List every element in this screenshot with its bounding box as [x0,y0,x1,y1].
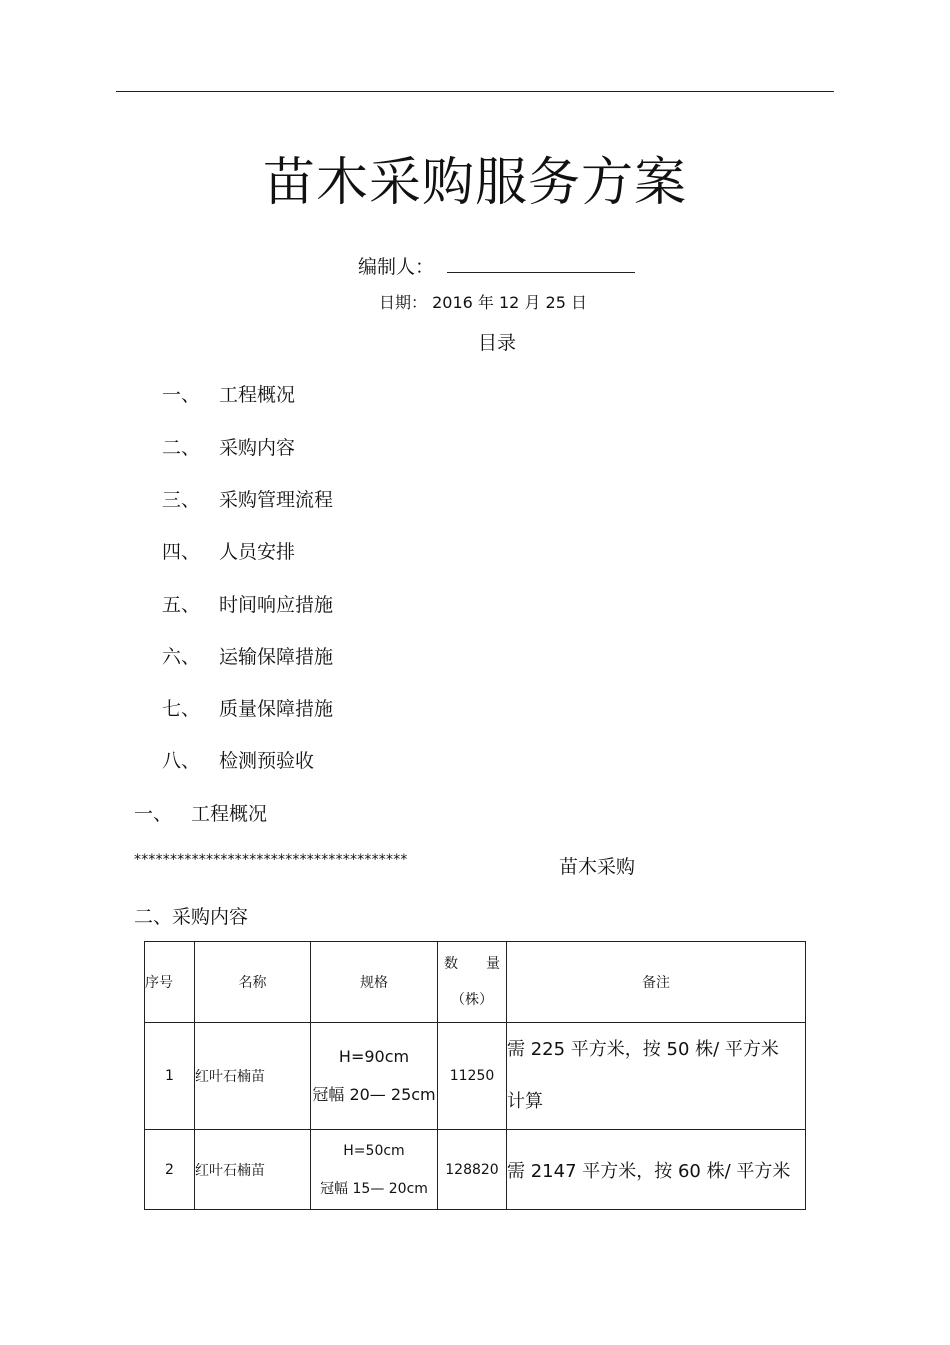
section1-number: 一、 [134,803,173,825]
toc-item-label: 采购管理流程 [219,489,334,511]
toc-item-label: 质量保障措施 [219,698,334,720]
toc-item-label: 工程概况 [219,384,296,406]
cell-name: 红叶石楠苗 [195,1023,311,1130]
cell-quantity: 11250 [438,1023,507,1130]
masked-text: ************************************** [134,852,408,868]
header-note: 备注 [507,942,806,1023]
table-row [145,1130,806,1210]
spec-crown: 冠幅 15— 20cm [320,1180,428,1197]
toc-item-inspection[interactable] [162,746,314,773]
toc-item-number: 二、 [162,437,201,459]
spec-height: H=50cm [343,1142,405,1159]
cell-index: 1 [145,1023,195,1130]
toc-item-label: 运输保障措施 [219,646,334,668]
toc-item-response-time[interactable] [162,590,333,617]
toc-item-label: 采购内容 [219,437,296,459]
purchase-text: 苗木采购 [559,856,636,878]
document-date: 日期： 2016 年 12 月 25 日 [379,293,587,312]
header-name: 名称 [195,942,311,1023]
header-rule [116,91,834,92]
toc-item-management-process[interactable] [162,485,333,512]
cell-quantity: 128820 [438,1130,507,1210]
toc-item-number: 一、 [162,384,201,406]
cell-name: 红叶石楠苗 [195,1130,311,1210]
toc-item-transport[interactable] [162,642,333,669]
spec-crown: 冠幅 20— 25cm [312,1085,436,1104]
cell-note [507,1130,806,1210]
toc-item-number: 五、 [162,594,201,616]
note-line-1: 需 2147 平方米，按 60 株/ 平方米 [507,1160,791,1182]
toc-item-purchase-content[interactable] [162,433,295,460]
header-quantity [438,942,507,1023]
table-row [145,1023,806,1130]
toc-item-label: 人员安排 [219,541,296,563]
toc-item-label: 时间响应措施 [219,594,334,616]
toc-item-staffing[interactable] [162,537,295,564]
document-title: 苗木采购服务方案 [262,153,687,213]
header-quantity-unit: （株） [451,992,493,1008]
cell-spec [311,1023,438,1130]
header-quantity-label: 数 量 [444,956,500,972]
header-index: 序号 [145,942,195,1023]
toc-item-overview[interactable] [162,380,295,407]
cell-note [507,1023,806,1130]
toc-heading: 目录 [477,332,516,354]
toc-item-number: 七、 [162,698,201,720]
section2-heading: 二、采购内容 [134,906,249,928]
toc-item-number: 六、 [162,646,201,668]
compiler-blank-line [447,272,635,273]
header-spec: 规格 [311,942,438,1023]
note-line-2: 计算 [507,1091,543,1112]
note-line-1: 需 225 平方米，按 50 株/ 平方米 [507,1039,779,1060]
toc-item-number: 八、 [162,750,201,772]
section1-heading: 工程概况 [191,803,268,825]
table-header-row [145,942,806,1023]
toc-item-number: 三、 [162,489,201,511]
toc-item-number: 四、 [162,541,201,563]
compiler-label: 编制人： [358,256,435,278]
purchase-table [144,941,806,1210]
toc-item-quality[interactable] [162,694,333,721]
cell-index: 2 [145,1130,195,1210]
spec-height: H=90cm [338,1047,410,1066]
cell-spec [311,1130,438,1210]
toc-item-label: 检测预验收 [219,750,315,772]
